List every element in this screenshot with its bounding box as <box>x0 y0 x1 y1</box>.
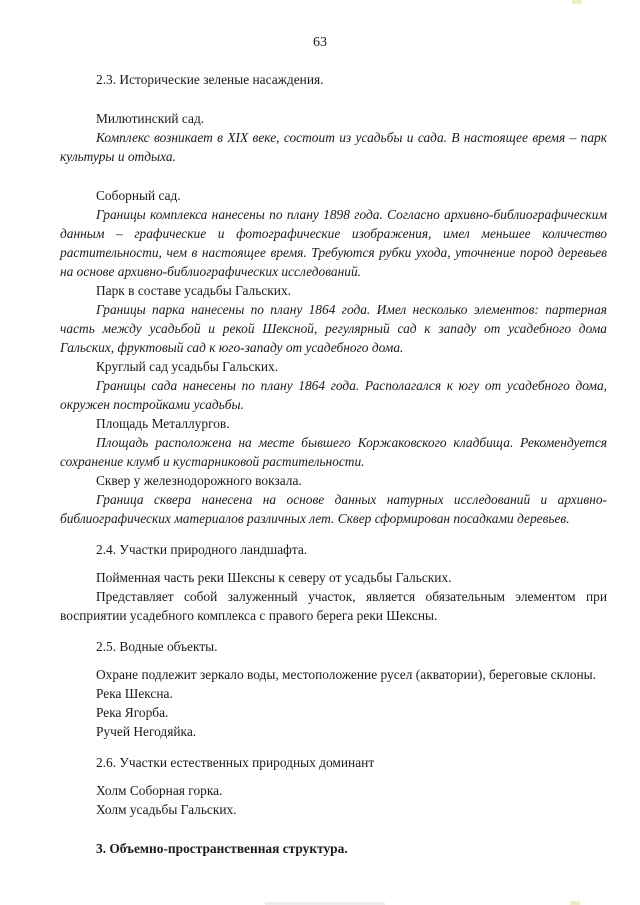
round-garden-title: Круглый сад усадьбы Гальских. <box>96 359 279 374</box>
galsky-park-title: Парк в составе усадьбы Гальских. <box>96 283 291 298</box>
galsky-park-description: Границы парка нанесены по плану 1864 года. Имел несколько элементов: партерная часть между усадьбой и рекой Шексной, регулярный сад к западу от усадебного дома Гальских, фруктовый сад к юго-западу от усадебного дома. <box>60 302 607 355</box>
section-3-heading: 3. Объемно-пространственная структура. <box>96 841 348 856</box>
scan-mark-top <box>572 0 582 4</box>
sobor-garden-title: Соборный сад. <box>96 188 181 203</box>
round-garden-description: Границы сада нанесены по плану 1864 года. Располагался к югу от усадебного дома, окружен постройками усадьбы. <box>60 378 607 412</box>
floodplain-description: Представляет собой залуженный участок, является обязательным элементом при восприятии усадебного комплекса с правого берега реки Шексны. <box>60 589 607 623</box>
section-2-4-heading: 2.4. Участки природного ландшафта. <box>96 542 308 557</box>
section-2-3-heading: 2.3. Исторические зеленые насаждения. <box>96 72 324 87</box>
water-object-item: Ручей Негодяйка. <box>96 724 197 739</box>
page-number: 63 <box>313 35 327 50</box>
section-2-5-heading: 2.5. Водные объекты. <box>96 639 218 654</box>
metallurgists-square-title: Площадь Металлургов. <box>96 416 230 431</box>
metallurgists-square-description: Площадь расположена на месте бывшего Коржаковского кладбища. Рекомендуется сохранение клумб и кустарниковой растительности. <box>60 435 607 469</box>
sobor-garden-description: Границы комплекса нанесены по плану 1898 года. Согласно архивно-библиографическим данным – графические и фотографические изображения, имел меньшее количество растительности, чем в настоящее время. Требуются рубки ухода, уточнение пород деревьев на основе архивно-библиографических исследований. <box>60 207 607 279</box>
scan-mark-bottom <box>570 901 580 905</box>
miliutin-garden-title: Милютинский сад. <box>96 111 205 126</box>
document-body <box>60 70 607 858</box>
water-objects-description: Охране подлежит зеркало воды, местоположение русел (акватории), береговые склоны. <box>96 667 597 682</box>
water-object-item: Река Ягорба. <box>96 705 169 720</box>
station-square-title: Сквер у железнодорожного вокзала. <box>96 473 302 488</box>
dominant-item: Холм усадьбы Гальских. <box>96 802 237 817</box>
floodplain-title: Пойменная часть реки Шексны к северу от усадьбы Гальских. <box>96 570 452 585</box>
dominant-item: Холм Соборная горка. <box>96 783 223 798</box>
section-2-6-heading: 2.6. Участки естественных природных доминант <box>96 755 375 770</box>
miliutin-garden-description: Комплекс возникает в XIX веке, состоит из усадьбы и сада. В настоящее время – парк культуры и отдыха. <box>60 130 607 164</box>
water-object-item: Река Шексна. <box>96 686 173 701</box>
station-square-description: Граница сквера нанесена на основе данных натурных исследований и архивно-библиографических материалов различных лет. Сквер сформирован посадками деревьев. <box>60 492 607 526</box>
